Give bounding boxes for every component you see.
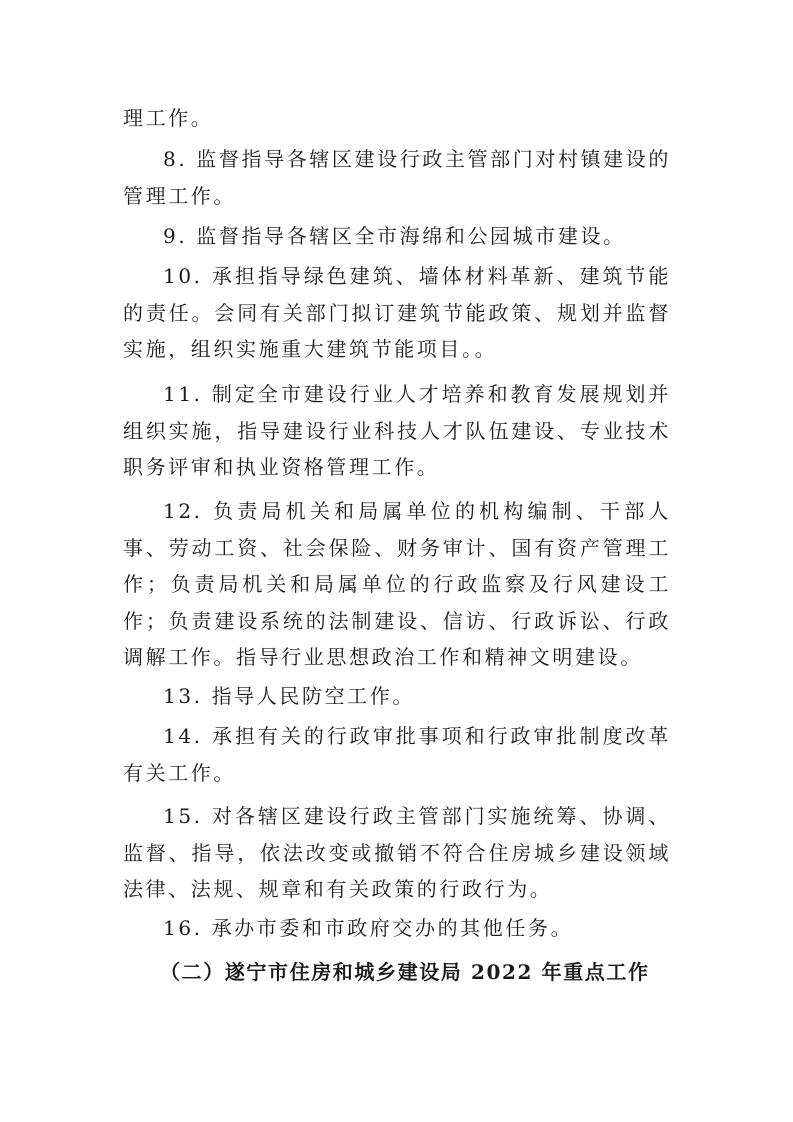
paragraph-12: 12. 负责局机关和局属单位的机构编制、干部人事、劳动工资、社会保险、财务审计、国有资产管理工作；负责局机关和局属单位的行政监察及行风建设工作；负责建设系统的法制建设、信访、行政诉讼、行政调解工作。指导行业思想政治工作和精神文明建设。 bbox=[123, 499, 671, 669]
paragraph-7-continuation: 理工作。 bbox=[123, 106, 214, 130]
paragraph-15: 15. 对各辖区建设行政主管部门实施统筹、协调、监督、指导，依法改变或撤销不符合住房城乡建设领域法律、法规、规章和有关政策的行政行为。 bbox=[123, 804, 671, 901]
section-heading: （二）遂宁市住房和城乡建设局 2022 年重点工作 bbox=[160, 960, 650, 984]
paragraph-16: 16. 承办市委和市政府交办的其他任务。 bbox=[163, 916, 574, 940]
paragraph-10: 10. 承担指导绿色建筑、墙体材料革新、建筑节能的责任。会同有关部门拟订建筑节能政策、规划并监督实施，组织实施重大建筑节能项目。。 bbox=[123, 264, 671, 361]
paragraph-13: 13. 指导人民防空工作。 bbox=[163, 684, 415, 708]
paragraph-11: 11. 制定全市建设行业人才培养和教育发展规划并组织实施，指导建设行业科技人才队伍建设、专业技术职务评审和执业资格管理工作。 bbox=[123, 382, 671, 479]
paragraph-14: 14. 承担有关的行政审批事项和行政审批制度改革有关工作。 bbox=[123, 724, 671, 785]
paragraph-9: 9. 监督指导各辖区全市海绵和公园城市建设。 bbox=[163, 224, 626, 248]
paragraph-8: 8. 监督指导各辖区建设行政主管部门对村镇建设的管理工作。 bbox=[123, 147, 671, 208]
